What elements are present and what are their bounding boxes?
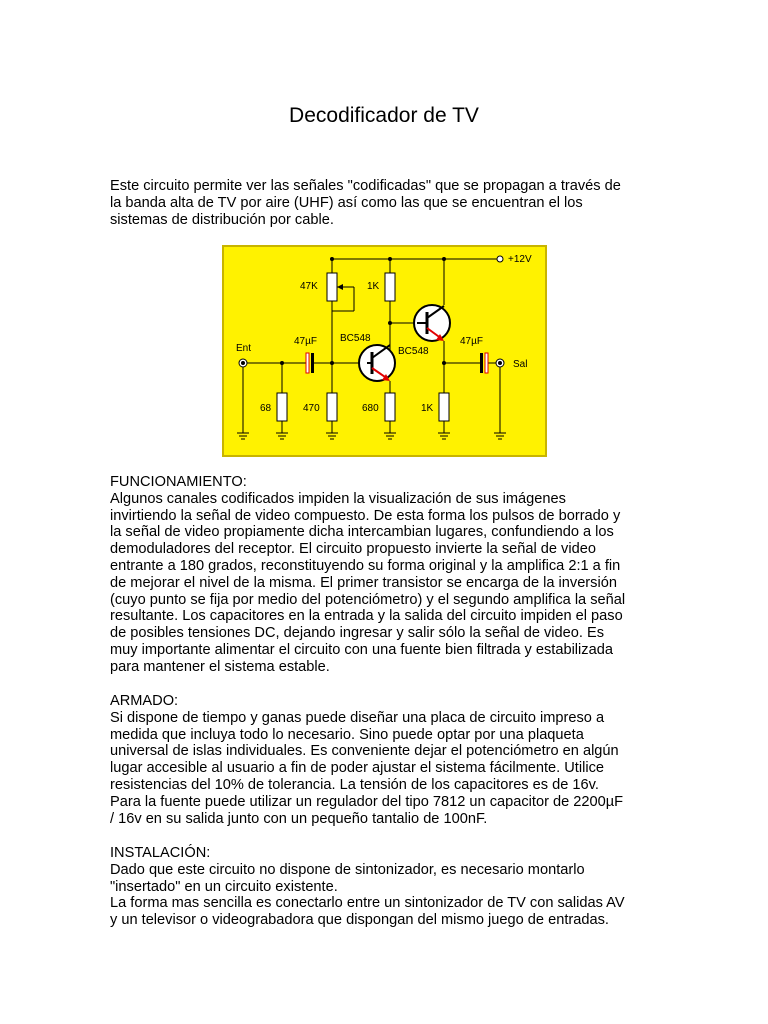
label-cap-in: 47µF bbox=[294, 336, 317, 347]
text-line: lugar accesible al usuario a fin de poder ajustar el sistema fácilmente. Utilice bbox=[110, 760, 604, 777]
text-line: universal de islas individuales. Es conveniente dejar el potenciómetro en algún bbox=[110, 743, 619, 760]
armado-section bbox=[110, 693, 670, 827]
label-r-base: 470 bbox=[303, 403, 320, 414]
text-line: de mejorar el nivel de la misma. El primer transistor se encarga de la inversión bbox=[110, 574, 617, 591]
text-line: "insertado" en un circuito existente. bbox=[110, 878, 338, 895]
transistor-q2 bbox=[414, 305, 450, 341]
text-line: sistemas de distribución por cable. bbox=[110, 211, 334, 228]
text-line: muy importante alimentar el circuito con una fuente bien filtrada y estabilizada bbox=[110, 641, 613, 658]
text-line: la banda alta de TV por aire (UHF) así como las que se encuentran el los bbox=[110, 194, 583, 211]
text-line: medida que incluya todo lo necesario. Sino puede optar por una plaqueta bbox=[110, 726, 584, 743]
text-line: Algunos canales codificados impiden la visualización de sus imágenes bbox=[110, 490, 566, 507]
label-r-collector: 1K bbox=[367, 281, 380, 292]
page-title: Decodificador de TV bbox=[289, 104, 479, 127]
label-q1: BC548 bbox=[340, 333, 371, 344]
resistor-1k bbox=[385, 273, 395, 301]
transistor-q1 bbox=[359, 345, 395, 381]
resistor-1k-load bbox=[439, 393, 449, 421]
label-supply: +12V bbox=[508, 254, 532, 265]
text-line: y un televisor o videograbadora que dispongan del mismo juego de entradas. bbox=[110, 912, 609, 929]
label-pot: 47K bbox=[300, 281, 318, 292]
funcionamiento-section bbox=[110, 474, 670, 676]
label-r-input: 68 bbox=[260, 403, 272, 414]
label-input: Ent bbox=[236, 343, 252, 354]
section-heading: INSTALACIÓN: bbox=[110, 845, 211, 861]
text-line: entrante a 180 grados, reconstituyendo su forma original y la amplifica 2:1 a fin bbox=[110, 557, 621, 574]
text-line: resultante. Los capacitores en la entrada y la salida del circuito impiden el paso bbox=[110, 608, 623, 625]
label-output: Sal bbox=[513, 359, 528, 370]
label-cap-out: 47µF bbox=[460, 336, 483, 347]
resistor-68 bbox=[277, 393, 287, 421]
text-line: resistencias del 10% de tolerancia. La tensión de los capacitores es de 16v. bbox=[110, 776, 599, 793]
resistor-470 bbox=[327, 393, 337, 421]
label-r-load: 1K bbox=[421, 403, 434, 414]
section-heading: FUNCIONAMIENTO: bbox=[110, 474, 247, 490]
text-line: Este circuito permite ver las señales "codificadas" que se propagan a través de bbox=[110, 178, 621, 194]
resistor-680 bbox=[385, 393, 395, 421]
section-heading: ARMADO: bbox=[110, 693, 179, 709]
text-line: de posibles tensiones DC, dejando ingresar y salir sólo la señal de video. Es bbox=[110, 625, 605, 642]
resistor-47k bbox=[327, 273, 337, 301]
text-line: (cuyo punto se fija por medio del potenciómetro) y el segundo amplifica la señal bbox=[110, 591, 626, 608]
text-line: demoduladores del receptor. El circuito propuesto invierte la señal de video bbox=[110, 541, 596, 558]
text-line: / 16v en su salida junto con un pequeño tantalio de 100nF. bbox=[110, 810, 488, 827]
text-line: Si dispone de tiempo y ganas puede diseñar una placa de circuito impreso a bbox=[110, 709, 605, 726]
text-line: Dado que este circuito no dispone de sintonizador, es necesario montarlo bbox=[110, 861, 585, 878]
label-r-emitter: 680 bbox=[362, 403, 379, 414]
text-line: para mantener el sistema estable. bbox=[110, 658, 330, 675]
circuit-schematic bbox=[222, 245, 547, 457]
instalacion-section bbox=[110, 845, 670, 929]
text-line: La forma mas sencilla es conectarlo entre un sintonizador de TV con salidas AV bbox=[110, 895, 625, 912]
text-line: la señal de video propiamente dicha intercambian lugares, confundiendo a los bbox=[110, 524, 614, 541]
text-line: Para la fuente puede utilizar un regulador del tipo 7812 un capacitor de 2200µF bbox=[110, 793, 624, 810]
intro-paragraph bbox=[110, 178, 670, 228]
text-line: invirtiendo la señal de video compuesto. De esta forma los pulsos de borrado y bbox=[110, 507, 621, 524]
label-q2: BC548 bbox=[398, 346, 429, 357]
